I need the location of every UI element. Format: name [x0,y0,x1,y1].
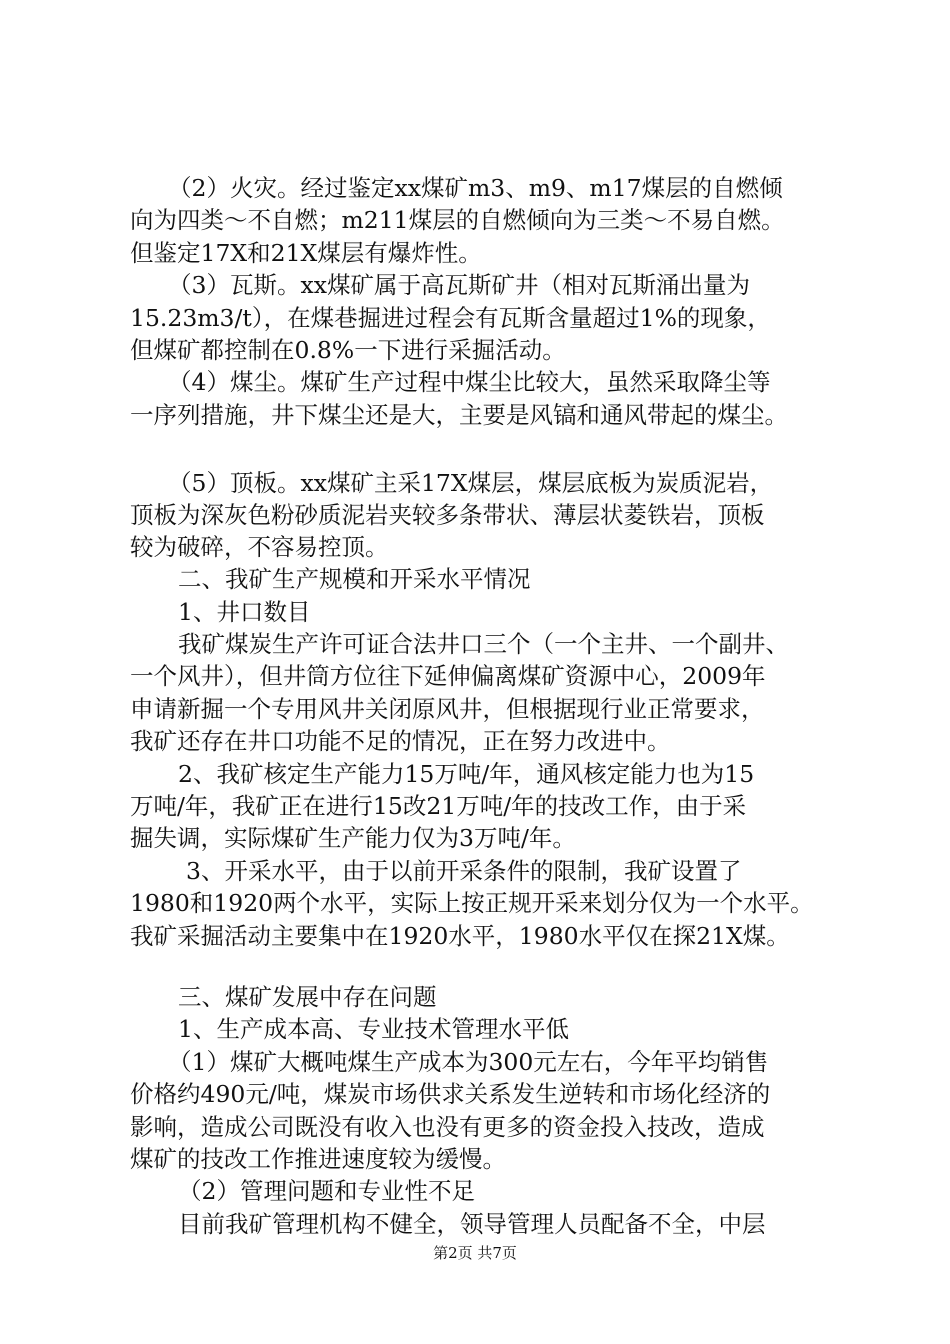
subsection-heading: 1、生产成本高、专业技术管理水平低 [178,1015,569,1043]
text-line: 2、我矿核定生产能力15万吨/年，通风核定能力也为15 [178,760,755,788]
text-line: 影响，造成公司既没有收入也没有更多的资金投入技改，造成 [130,1113,765,1141]
text-line: 3、开采水平，由于以前开采条件的限制，我矿设置了 [186,857,742,885]
text-line: 掘失调，实际煤矿生产能力仅为3万吨/年。 [130,824,576,852]
text-line: 我矿煤炭生产许可证合法井口三个（一个主井、一个副井、 [178,630,789,658]
text-line: 一个风井），但井筒方位往下延伸偏离煤矿资源中心，2009年 [130,662,766,690]
text-line: 15.23m3/t），在煤巷掘进过程会有瓦斯含量超过1%的现象， [130,304,771,332]
text-line: （1）煤矿大概吨煤生产成本为300元左右，今年平均销售 [168,1048,769,1076]
page-number: 第2页 共7页 [433,1244,517,1262]
text-line: （5）顶板。xx煤矿主采17X煤层，煤层底板为炭质泥岩， [168,469,774,497]
text-line: （2）火灾。经过鉴定xx煤矿m3、m9、m17煤层的自燃倾 [168,174,783,202]
text-line: 但鉴定17X和21X煤层有爆炸性。 [130,239,482,267]
text-line: 我矿采掘活动主要集中在1920水平，1980水平仅在探21X煤。 [130,922,790,950]
text-line: 申请新掘一个专用风井关闭原风井，但根据现行业正常要求， [130,695,765,723]
text-line: 价格约490元/吨，煤炭市场供求关系发生逆转和市场化经济的 [130,1080,771,1108]
subsection-heading: （2）管理问题和专业性不足 [178,1177,475,1205]
text-line: 较为破碎，不容易控顶。 [130,533,389,561]
text-line: 我矿还存在井口功能不足的情况，正在努力改进中。 [130,727,671,755]
text-line: 万吨/年，我矿正在进行15改21万吨/年的技改工作，由于采 [130,792,747,820]
text-line: 1980和1920两个水平，实际上按正规开采来划分仅为一个水平。 [130,889,814,917]
text-line: 顶板为深灰色粉砂质泥岩夹较多条带状、薄层状菱铁岩，顶板 [130,501,765,529]
section-heading: 三、煤矿发展中存在问题 [178,983,437,1011]
text-line: （3）瓦斯。xx煤矿属于高瓦斯矿井（相对瓦斯涌出量为 [168,271,750,299]
text-line: 向为四类～不自燃；m211煤层的自燃倾向为三类～不易自燃。 [130,206,785,234]
text-line: 目前我矿管理机构不健全，领导管理人员配备不全，中层 [178,1210,766,1238]
text-line: 一序列措施，井下煤尘还是大，主要是风镐和通风带起的煤尘。 [130,401,788,429]
text-line: 但煤矿都控制在0.8%一下进行采掘活动。 [130,336,566,364]
text-line: （4）煤尘。煤矿生产过程中煤尘比较大，虽然采取降尘等 [168,368,771,396]
text-line: 煤矿的技改工作推进速度较为缓慢。 [130,1145,506,1173]
subsection-heading: 1、井口数目 [178,598,311,626]
section-heading: 二、我矿生产规模和开采水平情况 [178,565,531,593]
